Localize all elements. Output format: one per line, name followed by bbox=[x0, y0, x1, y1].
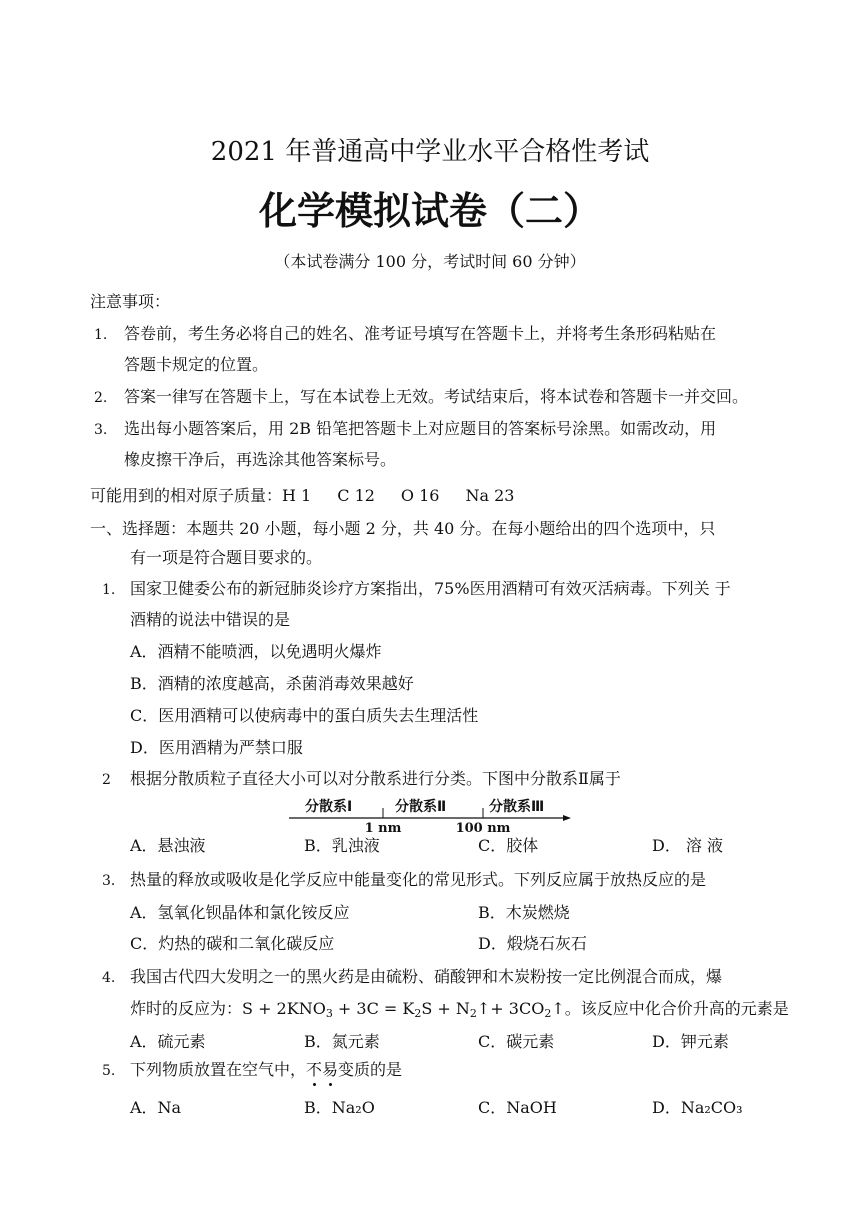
option-c[interactable]: C．灼热的碳和二氧化碳反应 bbox=[130, 934, 335, 953]
notice-num: 2. bbox=[94, 390, 108, 406]
notice-text: 答案一律写在答题卡上，写在本试卷上无效。考试结束后，将本试卷和答题卡一并交回。 bbox=[124, 387, 749, 406]
option-b[interactable]: B．木炭燃烧 bbox=[478, 903, 570, 922]
emphasis-dot-char: 易 bbox=[322, 1060, 339, 1079]
diagram-label-1: 分散系Ⅰ bbox=[305, 799, 353, 815]
question-num: 2 bbox=[102, 772, 111, 788]
paper-title: 化学模拟试卷（二） bbox=[258, 189, 601, 233]
atomic-mass-value: H 1 bbox=[282, 486, 312, 505]
option-d[interactable]: D． 溶 液 bbox=[652, 836, 724, 855]
option-c[interactable]: C．医用酒精可以使病毒中的蛋白质失去生理活性 bbox=[130, 706, 479, 725]
question-text: 根据分散质粒子直径大小可以对分散系进行分类。下图中分散系Ⅱ属于 bbox=[130, 769, 621, 788]
question-4-options bbox=[130, 1032, 729, 1052]
question-3 bbox=[102, 870, 706, 891]
option-d[interactable]: D．医用酒精为严禁口服 bbox=[130, 738, 303, 757]
question-4 bbox=[102, 967, 722, 988]
notice-item-3 bbox=[94, 419, 716, 440]
question-5 bbox=[102, 1060, 402, 1081]
option-b[interactable]: B．Na₂O bbox=[304, 1098, 375, 1117]
question-text: 国家卫健委公布的新冠肺炎诊疗方案指出，75%医用酒精可有效灭活病毒。下列关 于 bbox=[130, 579, 731, 598]
notice-num: 3. bbox=[94, 422, 108, 438]
notice-heading: 注意事项： bbox=[90, 292, 171, 311]
section-heading-cont: 有一项是符合题目要求的。 bbox=[130, 548, 323, 567]
exam-title: 2021 年普通高中学业水平合格性考试 bbox=[210, 137, 650, 167]
atomic-mass-value: C 12 bbox=[337, 486, 375, 505]
diagram-tick-label-1: 1 nm bbox=[364, 821, 402, 836]
option-d[interactable]: D．钾元素 bbox=[652, 1032, 729, 1051]
option-a[interactable]: A．悬浊液 bbox=[130, 836, 206, 855]
question-2 bbox=[102, 769, 621, 790]
option-c[interactable]: C．胶体 bbox=[478, 836, 539, 855]
question-3-options-row-2 bbox=[130, 934, 587, 954]
question-text: 变质的是 bbox=[338, 1060, 403, 1079]
question-4-cont bbox=[130, 999, 789, 1019]
option-a[interactable]: A．Na bbox=[130, 1098, 182, 1117]
notice-item-1 bbox=[94, 324, 716, 345]
notice-item-3-cont: 橡皮擦干净后，再选涂其他答案标号。 bbox=[124, 450, 397, 469]
question-1-cont: 酒精的说法中错误的是 bbox=[130, 610, 291, 629]
atomic-mass-value: Na 23 bbox=[465, 486, 515, 505]
option-a[interactable]: A．酒精不能喷洒，以免遇明火爆炸 bbox=[130, 642, 382, 661]
question-2-options bbox=[130, 836, 723, 856]
diagram-arrow-icon bbox=[563, 815, 571, 821]
dispersion-diagram bbox=[285, 794, 575, 836]
question-text: 。该反应中化合价升高的元素是 bbox=[564, 999, 789, 1018]
atomic-mass-label: 可能用到的相对原子质量： bbox=[90, 486, 283, 505]
option-b[interactable]: B．氮元素 bbox=[304, 1032, 380, 1051]
diagram-label-3: 分散系Ⅲ bbox=[489, 799, 545, 815]
chemical-equation: $S + 2KNO_3 + 3C = K_2S$ + $N_2↑+$ $3CO_2↑$ bbox=[242, 999, 565, 1020]
question-num: 3． bbox=[102, 873, 125, 889]
option-a[interactable]: A．氢氧化钡晶体和氯化铵反应 bbox=[130, 903, 350, 922]
notice-text: 选出每小题答案后，用 2B 铅笔把答题卡上对应题目的答案标号涂黑。如需改动，用 bbox=[124, 419, 717, 438]
diagram-tick-label-2: 100 nm bbox=[455, 821, 511, 836]
question-num: 5. bbox=[102, 1063, 116, 1079]
section-heading: 一、选择题：本题共 20 小题，每小题 2 分，共 40 分。在每小题给出的四个选项中，只 bbox=[90, 519, 716, 538]
question-1 bbox=[102, 579, 731, 600]
emphasis-dot-char: 不 bbox=[306, 1060, 323, 1079]
exam-info: （本试卷满分 100 分，考试时间 60 分钟） bbox=[274, 252, 586, 271]
option-c[interactable]: C．碳元素 bbox=[478, 1032, 555, 1051]
option-a[interactable]: A．硫元素 bbox=[130, 1032, 206, 1051]
notice-num: 1. bbox=[94, 327, 108, 343]
diagram-label-2: 分散系Ⅱ bbox=[395, 799, 447, 815]
option-b[interactable]: B．乳浊液 bbox=[304, 836, 380, 855]
question-text: 炸时的反应为： bbox=[130, 999, 243, 1018]
question-text: 下列物质放置在空气中， bbox=[130, 1060, 307, 1079]
atomic-mass-value: O 16 bbox=[400, 486, 440, 505]
question-text: 我国古代四大发明之一的黑火药是由硫粉、硝酸钾和木炭粉按一定比例混合而成，爆 bbox=[130, 967, 723, 986]
atomic-mass-line bbox=[90, 486, 514, 506]
question-num: 4. bbox=[102, 970, 116, 986]
question-text: 热量的释放或吸收是化学反应中能量变化的常见形式。下列反应属于放热反应的是 bbox=[130, 870, 707, 889]
option-b[interactable]: B．酒精的浓度越高，杀菌消毒效果越好 bbox=[130, 674, 414, 693]
option-c[interactable]: C．NaOH bbox=[478, 1098, 557, 1117]
notice-item-1-cont: 答题卡规定的位置。 bbox=[124, 355, 269, 374]
option-d[interactable]: D．Na₂CO₃ bbox=[652, 1098, 743, 1117]
notice-text: 答卷前，考生务必将自己的姓名、准考证号填写在答题卡上，并将考生条形码粘贴在 bbox=[124, 324, 717, 343]
question-3-options-row-1 bbox=[130, 903, 570, 923]
question-num: 1. bbox=[102, 582, 116, 598]
option-d[interactable]: D．煅烧石灰石 bbox=[478, 934, 587, 953]
question-5-options bbox=[130, 1098, 743, 1118]
notice-item-2 bbox=[94, 387, 748, 408]
